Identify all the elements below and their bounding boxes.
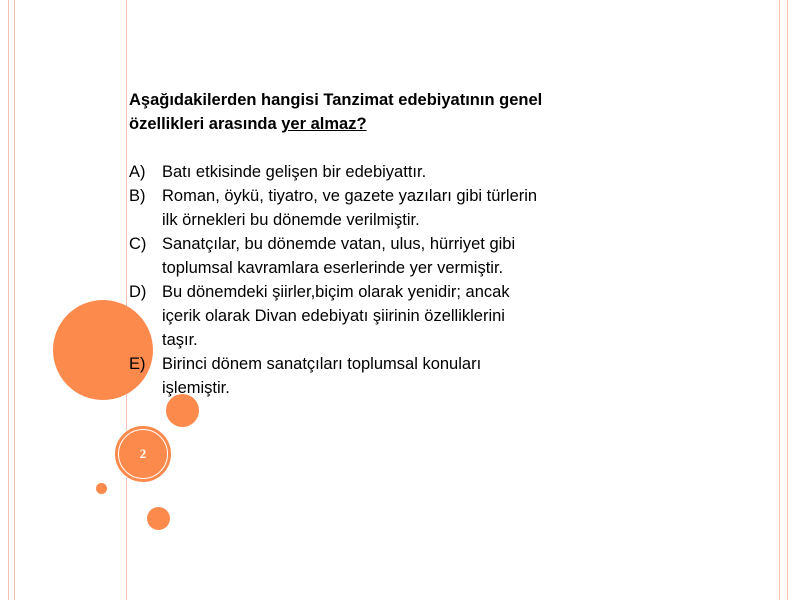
slide-content: [129, 88, 729, 400]
option-letter: D): [129, 283, 147, 301]
option-line: Batı etkisinde gelişen bir edebiyattır.: [162, 163, 427, 181]
option-line: Bu dönemdeki şiirler,biçim olarak yenidir; ancak: [162, 283, 510, 301]
question-line-2: özellikleri arasında: [129, 115, 282, 133]
option-c: [129, 232, 729, 280]
option-line: taşır.: [162, 331, 198, 349]
option-letter: B): [129, 187, 146, 205]
option-letter: E): [129, 355, 146, 373]
question-text: [129, 88, 729, 136]
option-a: [129, 160, 729, 184]
option-line: toplumsal kavramlara eserlerinde yer vermiştir.: [162, 259, 504, 277]
answer-options: [129, 160, 729, 400]
border-line: [14, 0, 15, 600]
option-line: ilk örnekleri bu dönemde verilmiştir.: [162, 211, 420, 229]
option-letter: A): [129, 163, 146, 181]
option-line: işlemiştir.: [162, 379, 230, 397]
page-number: 2: [139, 446, 147, 461]
option-line: içerik olarak Divan edebiyatı şiirinin özelliklerini: [162, 307, 505, 325]
option-line: Sanatçılar, bu dönemde vatan, ulus, hürriyet gibi: [162, 235, 516, 253]
option-line: Roman, öykü, tiyatro, ve gazete yazıları gibi türlerin: [162, 187, 538, 205]
border-line: [779, 0, 780, 600]
page-number-ring: [118, 429, 168, 479]
option-letter: C): [129, 235, 147, 253]
decorative-circle-small: [147, 507, 170, 530]
divider-line: [126, 0, 127, 600]
decorative-circle-tiny: [96, 483, 107, 494]
option-d: [129, 280, 729, 352]
border-line: [8, 0, 9, 600]
option-b: [129, 184, 729, 232]
question-emphasis: yer almaz?: [281, 115, 367, 133]
option-line: Birinci dönem sanatçıları toplumsal konuları: [162, 355, 482, 373]
question-line-1: Aşağıdakilerden hangisi Tanzimat edebiyatının genel: [129, 91, 543, 109]
border-line: [787, 0, 788, 600]
option-e: [129, 352, 729, 400]
